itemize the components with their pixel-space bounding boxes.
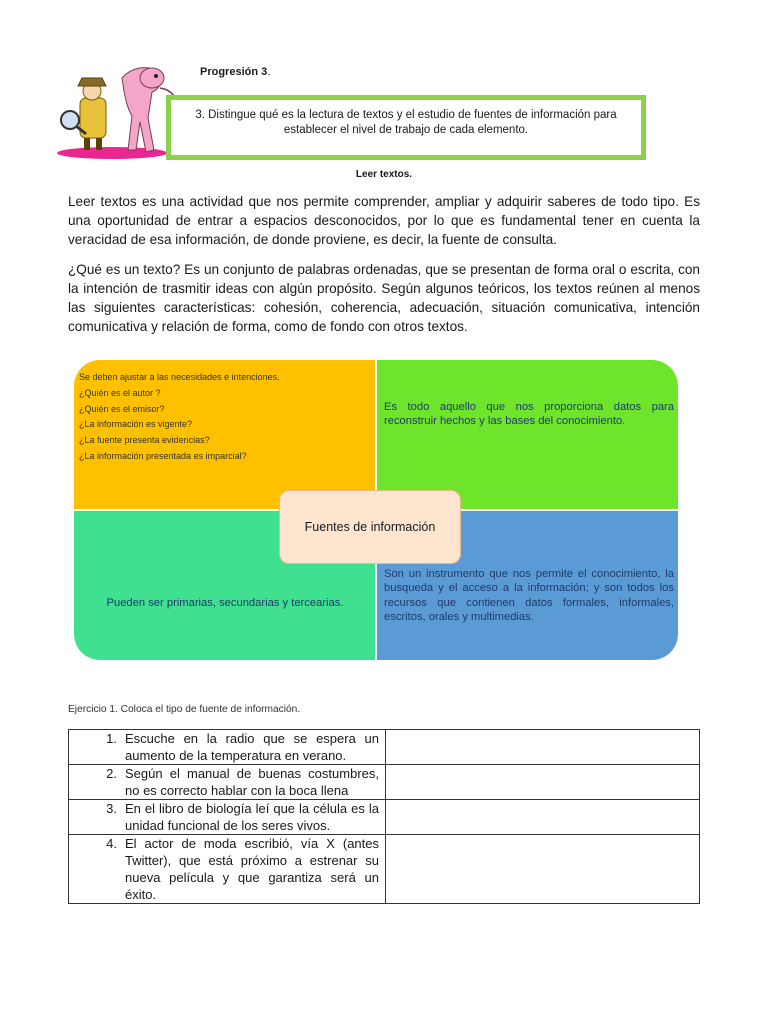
row-number: 3. <box>106 801 117 816</box>
row-question: El actor de moda escribió, vía X (antes Twitter), que está próximo a estrenar su nueva película y que garantiza será un éxito. <box>125 836 379 902</box>
center-title: Fuentes de información <box>304 520 436 534</box>
row-question: En el libro de biología leí que la célula es la unidad funcional de los seres vivos. <box>125 801 379 833</box>
section-title: Leer textos. <box>355 169 413 180</box>
paragraph-1: Leer textos es una actividad que nos permite comprender, ampliar y adquirir saberes de todo tipo. Es una oportunidad de entrar a espacios desconocidos, por lo que es fundamental tener en cuenta la veracidad de esa información, de donde proviene, es decir, la fuente de consulta. <box>68 194 700 247</box>
quadrant-top-left <box>74 360 376 510</box>
row-number: 1. <box>106 731 117 746</box>
answer-cell[interactable] <box>386 835 700 904</box>
quadrant-bottom-right-text: Son un instrumento que nos permite el conocimiento, la busqueda y el acceso a la información; y son todos los recursos que contienen datos formales, informales, escritos, orales y multimedias. <box>384 568 674 623</box>
table-row <box>69 765 700 800</box>
center-title-box <box>279 490 461 564</box>
row-number: 2. <box>106 766 117 781</box>
quadrant-top-right-text: Es todo aquello que nos proporciona datos para reconstruir hechos y las bases del conocimiento. <box>384 401 674 427</box>
fuentes-diagram <box>74 360 678 660</box>
answer-cell[interactable] <box>386 730 700 765</box>
tl-line: ¿La información es vigente? <box>79 419 193 430</box>
answer-cell[interactable] <box>386 800 700 835</box>
tl-line: ¿Quién es el autor ? <box>79 387 161 398</box>
objective-box <box>166 95 646 160</box>
quadrant-top-left-list <box>79 370 280 465</box>
exercise-table <box>68 729 700 904</box>
answer-cell[interactable] <box>386 765 700 800</box>
progresion-label: Progresión 3. <box>200 66 271 78</box>
tl-line: Se deben ajustar a las necesidades e intenciones. <box>79 372 280 382</box>
tl-line: ¿Quién es el emisor? <box>79 403 165 414</box>
table-row <box>69 835 700 904</box>
tl-line: ¿La fuente presenta evidencias? <box>79 435 210 446</box>
paragraph-2: ¿Qué es un texto? Es un conjunto de palabras ordenadas, que se presentan de forma oral o escrita, con la intención de trasmitir ideas con algún propósito. Según algunos teóricos, los textos reúnen al menos las siguientes características: cohesión, coherencia, adecuación, situación comunicativa, intención comunicativa y relación de forma, como de fondo con otros textos. <box>68 262 700 334</box>
table-row <box>69 730 700 765</box>
quadrant-bottom-left-text: Pueden ser primarias, secundarias y tercearias. <box>106 597 344 609</box>
row-number: 4. <box>106 836 117 851</box>
tl-line: ¿La información presentada es imparcial? <box>79 450 247 461</box>
quadrant-top-right <box>376 360 678 510</box>
objective-text: 3. Distingue qué es la lectura de textos y el estudio de fuentes de información para establecer el nivel de trabajo de cada elemento. <box>195 109 617 136</box>
table-row <box>69 800 700 835</box>
row-question: Escuche en la radio que se espera un aumento de la temperatura en verano. <box>125 731 379 763</box>
exercise-title: Ejercicio 1. Coloca el tipo de fuente de información. <box>68 704 301 715</box>
row-question: Según el manual de buenas costumbres, no es correcto hablar con la boca llena <box>125 766 379 798</box>
